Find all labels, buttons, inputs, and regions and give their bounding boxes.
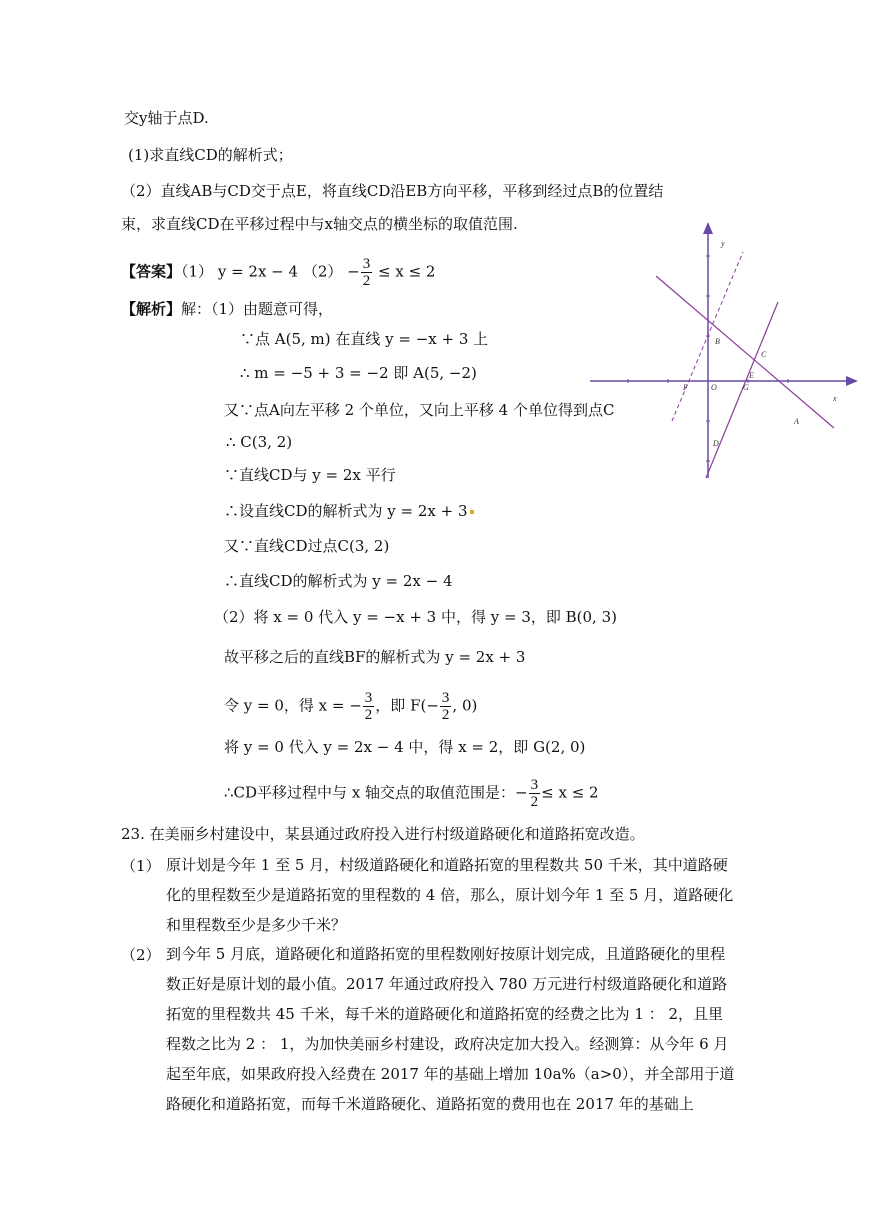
step-11-frac-2	[440, 690, 452, 723]
line-ab	[656, 276, 834, 428]
step-4	[226, 432, 292, 452]
step-10	[224, 647, 525, 667]
x-axis-arrow	[846, 376, 858, 386]
label-a: A	[794, 417, 799, 426]
analysis-label: 【解析】	[121, 300, 182, 318]
step-11-frac-2-den: 2	[441, 707, 450, 723]
answer-frac-den: 2	[362, 273, 371, 289]
problem-23-part-1	[166, 850, 736, 940]
analysis-line	[121, 299, 333, 319]
analysis-intro: 解：（1）由题意可得，	[181, 300, 334, 318]
step-2	[240, 363, 477, 383]
step-13	[224, 777, 599, 810]
step-13-b: ≤ x ≤ 2	[541, 783, 599, 802]
step-1	[240, 329, 488, 349]
step-5-text: ∵直线CD与 y = 2x 平行	[224, 466, 396, 484]
problem-23-title	[121, 824, 645, 844]
step-13-frac-den: 2	[530, 794, 539, 810]
answer-text: （1） y = 2x − 4 （2）	[181, 262, 343, 281]
step-11-c: , 0)	[452, 696, 478, 715]
text-line-1	[124, 108, 209, 128]
step-1-text: ∵点 A(5, m) 在直线 y = −x + 3 上	[240, 330, 489, 348]
answer-fraction	[361, 256, 373, 289]
step-12	[224, 737, 585, 757]
answer-label: 【答案】	[121, 262, 182, 281]
step-12-text: 将 y = 0 代入 y = 2x − 4 中，得 x = 2，即 G(2, 0)	[224, 738, 586, 756]
step-3-text: 又∵点A向左平移 2 个单位，又向上平移 4 个单位得到点C	[224, 401, 615, 419]
step-8-text: ∴直线CD的解析式为 y = 2x − 4	[224, 572, 453, 590]
part-1-number: （1）	[121, 857, 161, 875]
line-3-text: （2）直线AB与CD交于点E，将直线CD沿EB方向平移，平移到经过点B的位置结	[121, 182, 664, 200]
step-11-a: 令 y = 0，得 x = −	[224, 696, 362, 715]
line-2-text: (1)求直线CD的解析式；	[128, 146, 293, 164]
step-4-text: ∴ C(3, 2)	[226, 433, 293, 451]
part-2-text: 到今年 5 月底，道路硬化和道路拓宽的里程数刚好按原计划完成，且道路硬化的里程数正好是原计划的最小值。2017 年通过政府投入 780 万元进行村级道路硬化和道路拓宽的里程数共 45 千米，每千米的道路硬化和道路拓宽的经费之比为 1 ： 2，且里程数之比为 2 ： 1，为加快美丽乡村建设，政府决定加大投入。经测算：从今年 6 月起至年底，如果政府投入经费在 2017 年的基础上增加 10a%（a>0），并全部用于道路硬化和道路拓宽，而每千米道路硬化、道路拓宽的费用也在 2017 年的基础上	[166, 945, 735, 1113]
step-8	[224, 571, 453, 591]
step-10-text: 故平移之后的直线BF的解析式为 y = 2x + 3	[224, 648, 526, 666]
answer-minus: −	[347, 262, 360, 281]
y-axis-label: y	[721, 239, 725, 248]
y-axis-arrow	[703, 222, 713, 234]
part-2-number: （2）	[121, 946, 161, 964]
answer-frac-num: 3	[362, 256, 371, 272]
step-11-b: ，即 F(−	[375, 696, 439, 715]
step-11-frac-2-num: 3	[441, 690, 450, 706]
step-11	[224, 690, 477, 723]
part-1-text: 原计划是今年 1 至 5 月，村级道路硬化和道路拓宽的里程数共 50 千米，其中道路硬化的里程数至少是道路拓宽的里程数的 4 倍，那么，原计划今年 1 至 5 月，道路硬化和里程数至少是多少千米？	[166, 856, 734, 934]
coordinate-graph	[588, 216, 868, 486]
label-b: B	[715, 337, 720, 346]
answer-line	[121, 256, 435, 289]
stray-dot	[470, 510, 474, 514]
label-d: D	[713, 439, 719, 448]
problem-23-part-2	[166, 939, 736, 1119]
step-5	[224, 465, 396, 485]
step-11-frac-1-den: 2	[364, 707, 373, 723]
problem-23-title-text: 23. 在美丽乡村建设中，某县通过政府投入进行村级道路硬化和道路拓宽改造。	[121, 825, 645, 843]
label-o: O	[711, 383, 717, 392]
label-e: E	[749, 371, 754, 380]
line-1-text: 交y轴于点D.	[124, 109, 209, 127]
step-9	[214, 607, 617, 627]
label-g: G	[743, 383, 749, 392]
label-c: C	[761, 350, 767, 359]
step-13-a: ∴CD平移过程中与 x 轴交点的取值范围是：−	[224, 783, 528, 802]
step-9-text: （2）将 x = 0 代入 y = −x + 3 中，得 y = 3，即 B(0, 3)	[214, 608, 617, 626]
step-7	[224, 536, 389, 556]
answer-tail: ≤ x ≤ 2	[378, 262, 436, 281]
step-13-frac-num: 3	[530, 777, 539, 793]
step-2-text: ∴ m = −5 + 3 = −2 即 A(5, −2)	[240, 364, 477, 382]
step-13-frac	[529, 777, 541, 810]
step-6	[224, 501, 474, 521]
text-line-4	[121, 214, 518, 234]
step-11-frac-1	[363, 690, 375, 723]
step-11-frac-1-num: 3	[364, 690, 373, 706]
label-f: F	[683, 383, 688, 392]
problem-23-part-1-num	[121, 856, 161, 876]
step-6-text: ∴设直线CD的解析式为 y = 2x + 3	[224, 502, 468, 520]
text-line-3	[121, 181, 663, 201]
line-4-text: 束，求直线CD在平移过程中与x轴交点的横坐标的取值范围.	[121, 215, 518, 233]
step-7-text: 又∵直线CD过点C(3, 2)	[224, 537, 390, 555]
text-line-2	[128, 145, 293, 165]
problem-23-part-2-num	[121, 945, 161, 965]
x-axis-label: x	[833, 394, 837, 403]
step-3	[224, 400, 614, 420]
